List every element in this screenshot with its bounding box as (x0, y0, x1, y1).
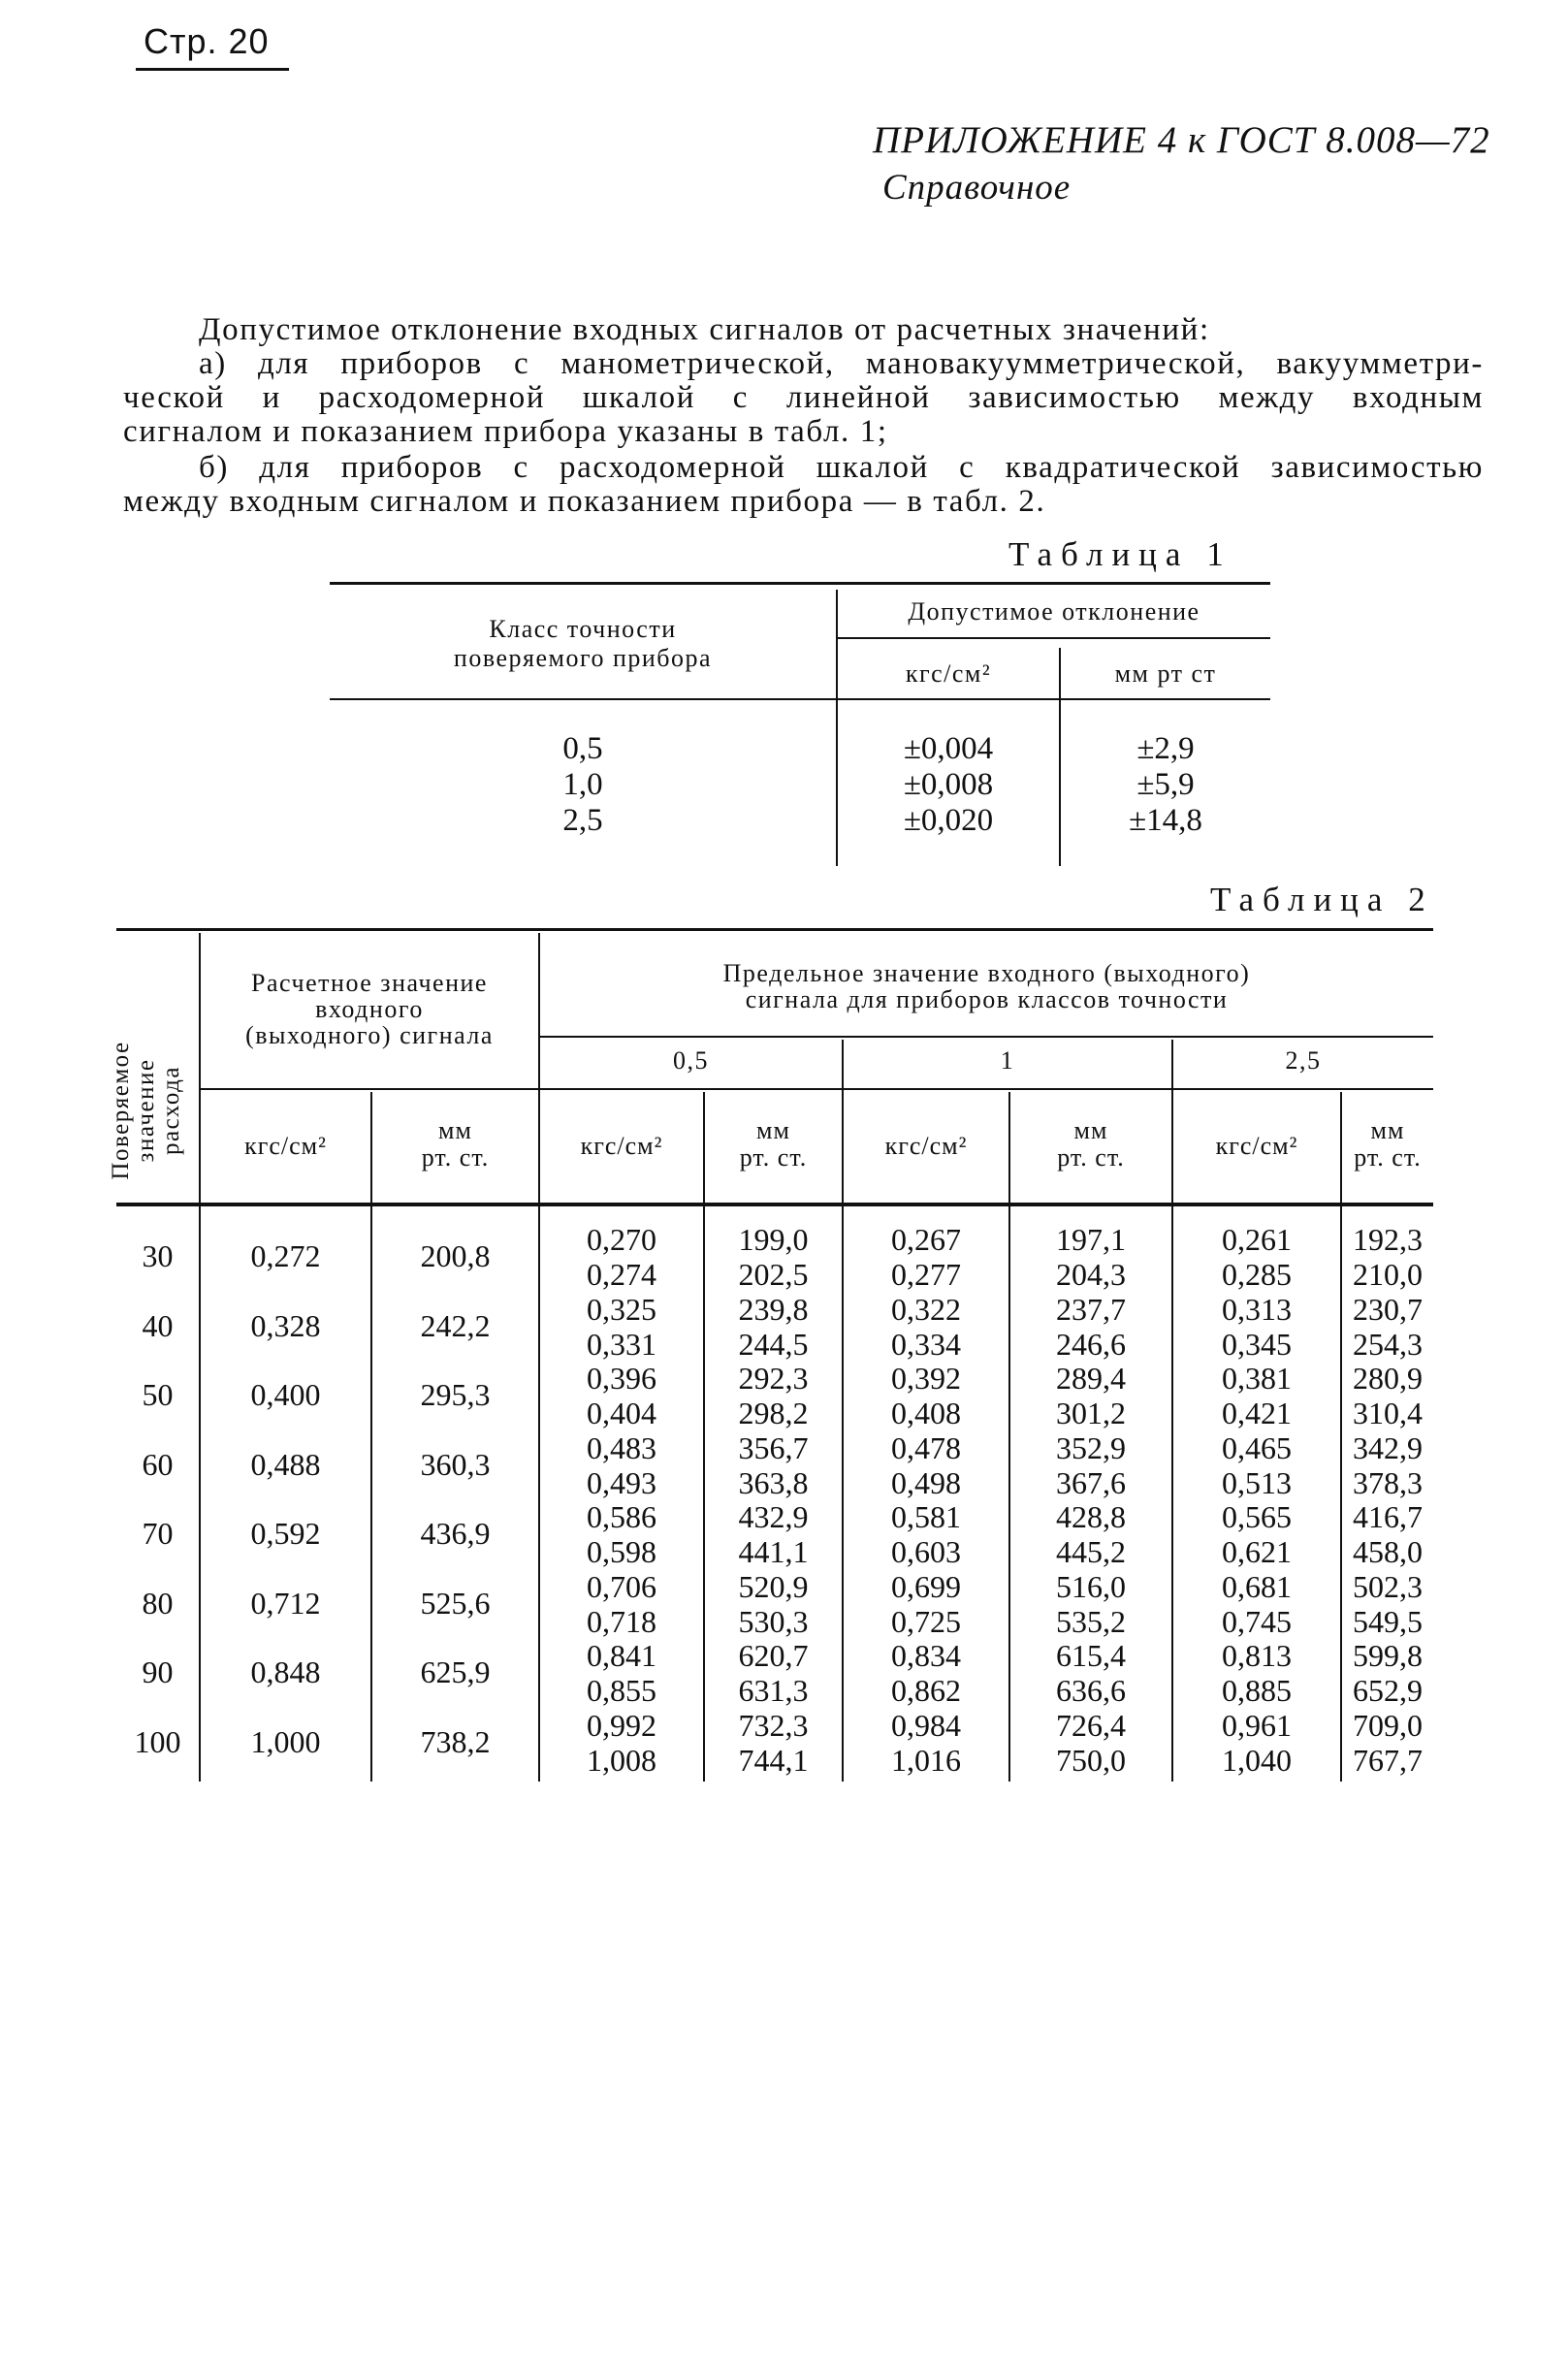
table2-cell-c25-mm-lower: 709,0 (1353, 1707, 1423, 1743)
table2-cell-c05-mm-lower: 356,7 (738, 1429, 809, 1465)
item-a-line: сигналом и показанием прибора указаны в табл. 1; (123, 414, 888, 449)
table2-cell-c05-kgf-upper: 1,008 (587, 1742, 656, 1778)
table2-col-calc (201, 970, 538, 1048)
table2-cell-c25-mm-upper: 458,0 (1353, 1534, 1423, 1569)
table2-cell-flow: 90 (142, 1654, 174, 1689)
table2-cell-c05-mm-upper: 441,1 (738, 1534, 809, 1569)
table2-cell-c25-mm-lower: 502,3 (1353, 1568, 1423, 1604)
table2-cell-c05-kgf-upper: 0,404 (587, 1396, 656, 1430)
table1-rule (836, 637, 1270, 639)
table2-cell-c05-kgf-lower: 0,270 (587, 1222, 656, 1257)
table2-cell-c1-mm-lower: 615,4 (1056, 1638, 1126, 1673)
col-flow-line: расхода (158, 1066, 184, 1156)
table2-cell-c1-kgf-upper: 0,498 (891, 1464, 961, 1500)
table2-cell-calc-kgf: 0,848 (250, 1654, 321, 1689)
table2-cell-c1-mm-upper: 367,6 (1056, 1464, 1126, 1500)
table2-cell-calc-kgf: 0,400 (250, 1377, 321, 1412)
table2-cell-c25-kgf-upper: 0,745 (1222, 1603, 1292, 1639)
table2-cell-c25-mm-upper: 310,4 (1353, 1396, 1423, 1430)
table2-cell-calc-mm: 738,2 (420, 1723, 491, 1759)
table2-cell-c1-kgf-lower: 0,478 (891, 1429, 961, 1465)
table2-cell-c25-kgf-upper: 0,285 (1222, 1257, 1292, 1292)
table2-cell-c05-mm-upper: 530,3 (738, 1603, 809, 1639)
table2-cell-c05-mm-upper: 244,5 (738, 1326, 809, 1362)
unit-mm-line: мм (1370, 1116, 1405, 1144)
table2-cell-c25-kgf-lower: 0,681 (1222, 1568, 1292, 1604)
table1-top-rule (330, 582, 1270, 585)
table2-cell-c1-mm-upper: 445,2 (1056, 1534, 1126, 1569)
unit-mm-line: мм (1073, 1116, 1108, 1144)
table2-cell-c05-kgf-lower: 0,706 (587, 1568, 656, 1604)
table2-cell-c1-kgf-lower: 0,834 (891, 1638, 961, 1673)
table2-cell-c1-mm-lower: 197,1 (1056, 1222, 1126, 1257)
table2-cell-c1-kgf-lower: 0,984 (891, 1707, 961, 1743)
table2-cell-c1-mm-lower: 726,4 (1056, 1707, 1126, 1743)
table2-cell-c05-kgf-upper: 0,274 (587, 1257, 656, 1292)
table2-cell-calc-mm: 360,3 (420, 1446, 491, 1482)
table2-cell-calc-mm: 200,8 (420, 1238, 491, 1273)
col-limit-line: сигнала для приборов классов точности (745, 985, 1229, 1013)
table1-unit-mm: мм рт ст (1114, 659, 1217, 688)
table2-cell-c25-kgf-upper: 0,621 (1222, 1534, 1292, 1569)
table2-cell-c1-mm-lower: 352,9 (1056, 1429, 1126, 1465)
table2-cell-c25-kgf-upper: 1,040 (1222, 1742, 1292, 1778)
table2-rule (201, 1088, 1433, 1090)
table2-cell-c1-mm-upper: 535,2 (1056, 1603, 1126, 1639)
table2-cell-c05-mm-lower: 732,3 (738, 1707, 809, 1743)
table2-cell-c1-kgf-upper: 0,725 (891, 1603, 961, 1639)
table2-cell-c1-kgf-lower: 0,392 (891, 1361, 961, 1396)
table2-cell-flow: 70 (142, 1516, 174, 1551)
table1-caption: Таблица 1 (1008, 535, 1232, 573)
table2-cell-c25-kgf-lower: 0,565 (1222, 1499, 1292, 1534)
table2-cell-c25-mm-upper: 652,9 (1353, 1673, 1423, 1708)
appendix-title: ПРИЛОЖЕНИЕ 4 к ГОСТ 8.008—72 (873, 119, 1490, 161)
table1-col-class (330, 615, 836, 673)
table1-col-deviation: Допустимое отклонение (908, 597, 1200, 626)
table2-cell-c05-kgf-lower: 0,483 (587, 1429, 656, 1465)
table2-cell-c1-mm-upper: 246,6 (1056, 1326, 1126, 1362)
page-number: Стр. 20 (144, 21, 270, 61)
item-b-line: б) для приборов с расходомерной шкалой с квадратической зависимостью (199, 450, 1484, 485)
table2-cell-c05-kgf-upper: 0,493 (587, 1464, 656, 1500)
table2-cell-c1-kgf-lower: 0,581 (891, 1499, 961, 1534)
table2-cell-c25-kgf-upper: 0,345 (1222, 1326, 1292, 1362)
col-class-line: поверяемого прибора (453, 644, 713, 672)
table2-cell-c25-kgf-upper: 0,513 (1222, 1464, 1292, 1500)
col-calc-line: (выходного) сигнала (245, 1021, 494, 1049)
table2-cell-flow: 100 (134, 1723, 181, 1759)
table2-cell-calc-mm: 295,3 (420, 1377, 491, 1412)
table2-cell-c1-kgf-upper: 0,603 (891, 1534, 961, 1569)
table2-cell-c25-mm-lower: 599,8 (1353, 1638, 1423, 1673)
unit-mm (1342, 1117, 1433, 1172)
table2-cell-c25-kgf-lower: 0,465 (1222, 1429, 1292, 1465)
unit-kgf: кгс/см² (1215, 1132, 1298, 1160)
table2-cell-c05-kgf-upper: 0,855 (587, 1673, 656, 1708)
table2-class-25: 2,5 (1285, 1046, 1322, 1075)
table2-cell-c1-kgf-upper: 0,334 (891, 1326, 961, 1362)
table2-cell-calc-kgf: 0,328 (250, 1307, 321, 1343)
table2-caption: Таблица 2 (1210, 881, 1434, 918)
unit-mm-line: рт. ст. (1354, 1143, 1422, 1172)
table1-cell-kgf: ±0,020 (903, 803, 994, 838)
table1-cell-mm: ±14,8 (1129, 803, 1202, 838)
table2-cell-c05-kgf-lower: 0,325 (587, 1291, 656, 1327)
table2-cell-calc-kgf: 0,488 (250, 1446, 321, 1482)
table2-cell-c25-mm-lower: 342,9 (1353, 1429, 1423, 1465)
table2-cell-c25-kgf-lower: 0,313 (1222, 1291, 1292, 1327)
unit-mm-line: рт. ст. (421, 1143, 490, 1172)
table2-cell-flow: 30 (142, 1238, 174, 1273)
table2-cell-c05-mm-upper: 298,2 (738, 1396, 809, 1430)
unit-mm (372, 1117, 538, 1172)
table2-cell-c1-kgf-upper: 1,016 (891, 1742, 961, 1778)
unit-mm-line: рт. ст. (739, 1143, 808, 1172)
item-b-line: между входным сигналом и показанием прибора — в табл. 2. (123, 484, 1046, 519)
table2-cell-c1-mm-lower: 237,7 (1056, 1291, 1126, 1327)
table2-cell-c1-mm-upper: 636,6 (1056, 1673, 1126, 1708)
table2-cell-c05-mm-upper: 631,3 (738, 1673, 809, 1708)
table2-rule (540, 1036, 1433, 1038)
unit-mm (705, 1117, 842, 1172)
table2-cell-c1-kgf-lower: 0,322 (891, 1291, 961, 1327)
table2-cell-c05-mm-upper: 202,5 (738, 1257, 809, 1292)
table2-cell-calc-mm: 525,6 (420, 1585, 491, 1621)
table2-cell-c25-kgf-lower: 0,261 (1222, 1222, 1292, 1257)
table2-cell-flow: 40 (142, 1307, 174, 1343)
table2-cell-c05-kgf-lower: 0,396 (587, 1361, 656, 1396)
table2-cell-calc-kgf: 0,712 (250, 1585, 321, 1621)
unit-kgf: кгс/см² (580, 1132, 663, 1160)
item-a-line: ческой и расходомерной шкалой с линейной зависимостью между входным (123, 380, 1484, 415)
table1-cell-class: 1,0 (562, 767, 603, 802)
table2-cell-c05-mm-lower: 520,9 (738, 1568, 809, 1604)
table2-cell-c05-mm-lower: 199,0 (738, 1222, 809, 1257)
unit-mm-line: рт. ст. (1057, 1143, 1125, 1172)
table2-cell-c1-kgf-upper: 0,277 (891, 1257, 961, 1292)
table1-cell-kgf: ±0,008 (903, 767, 994, 802)
table2-cell-c25-mm-upper: 767,7 (1353, 1742, 1423, 1778)
intro-paragraph: Допустимое отклонение входных сигналов от расчетных значений: (199, 312, 1210, 347)
table2-cell-c1-kgf-lower: 0,267 (891, 1222, 961, 1257)
table2-cell-calc-kgf: 1,000 (250, 1723, 321, 1759)
item-a-line: а) для приборов с манометрической, мановакуумметрической, вакуумметри- (199, 346, 1484, 381)
unit-kgf: кгс/см² (884, 1132, 968, 1160)
table2-cell-c05-kgf-lower: 0,841 (587, 1638, 656, 1673)
table2-cell-calc-mm: 436,9 (420, 1516, 491, 1551)
table2-cell-c05-kgf-lower: 0,586 (587, 1499, 656, 1534)
table2-top-rule (116, 928, 1433, 931)
table2-cell-c25-kgf-lower: 0,381 (1222, 1361, 1292, 1396)
unit-kgf: кгс/см² (244, 1132, 327, 1160)
table2-cell-c05-kgf-upper: 0,331 (587, 1326, 656, 1362)
table2-col-flow (108, 1041, 184, 1199)
table2-cell-flow: 50 (142, 1377, 174, 1412)
table2-cell-c25-mm-upper: 378,3 (1353, 1464, 1423, 1500)
col-flow-line: Поверяемое (108, 1041, 134, 1180)
table2-cell-c25-kgf-lower: 0,813 (1222, 1638, 1292, 1673)
table2-cell-c1-mm-lower: 428,8 (1056, 1499, 1126, 1534)
col-class-line: Класс точности (489, 615, 677, 643)
table2-cell-c1-kgf-lower: 0,699 (891, 1568, 961, 1604)
page-number-rule (136, 68, 289, 71)
unit-mm (1010, 1117, 1171, 1172)
col-limit-line: Предельное значение входного (выходного) (722, 959, 1251, 987)
col-flow-line: значение (133, 1058, 159, 1163)
table2-cell-calc-mm: 242,2 (420, 1307, 491, 1343)
col-calc-line: входного (315, 995, 424, 1023)
table2-cell-c05-mm-lower: 239,8 (738, 1291, 809, 1327)
table2-cell-c05-mm-upper: 744,1 (738, 1742, 809, 1778)
table2-col-limit (540, 960, 1433, 1012)
table2-cell-c05-mm-upper: 363,8 (738, 1464, 809, 1500)
table2-cell-c25-mm-lower: 280,9 (1353, 1361, 1423, 1396)
table2-cell-c05-kgf-upper: 0,718 (587, 1603, 656, 1639)
table2-cell-c25-mm-upper: 549,5 (1353, 1603, 1423, 1639)
table2-cell-c25-mm-lower: 192,3 (1353, 1222, 1423, 1257)
table2-cell-c25-mm-lower: 230,7 (1353, 1291, 1423, 1327)
table2-cell-c1-mm-upper: 750,0 (1056, 1742, 1126, 1778)
table2-cell-c05-mm-lower: 432,9 (738, 1499, 809, 1534)
table2-cell-c25-mm-upper: 210,0 (1353, 1257, 1423, 1292)
unit-mm-line: мм (438, 1116, 472, 1144)
unit-mm-line: мм (756, 1116, 790, 1144)
table2-cell-c25-kgf-lower: 0,961 (1222, 1707, 1292, 1743)
table2-cell-c1-kgf-upper: 0,408 (891, 1396, 961, 1430)
table2-cell-calc-mm: 625,9 (420, 1654, 491, 1689)
table2-cell-c1-mm-upper: 204,3 (1056, 1257, 1126, 1292)
table2-cell-c05-mm-lower: 620,7 (738, 1638, 809, 1673)
table2-cell-c1-mm-lower: 516,0 (1056, 1568, 1126, 1604)
table2-class-05: 0,5 (673, 1046, 709, 1075)
table2-cell-c25-kgf-upper: 0,421 (1222, 1396, 1292, 1430)
table2-cell-calc-kgf: 0,272 (250, 1238, 321, 1273)
table2-cell-c1-mm-upper: 301,2 (1056, 1396, 1126, 1430)
table1-header-rule (330, 698, 1270, 700)
table2-cell-flow: 80 (142, 1585, 174, 1621)
table1-unit-kgf: кгс/см² (905, 659, 992, 688)
table2-cell-flow: 60 (142, 1446, 174, 1482)
table2-cell-c05-kgf-upper: 0,598 (587, 1534, 656, 1569)
table2-header-rule (116, 1203, 1433, 1206)
col-calc-line: Расчетное значение (251, 969, 488, 997)
appendix-subtitle: Справочное (882, 168, 1072, 208)
table1-cell-class: 2,5 (562, 803, 603, 838)
table2-cell-c25-kgf-upper: 0,885 (1222, 1673, 1292, 1708)
table2-class-1: 1 (1000, 1046, 1015, 1075)
table2-cell-calc-kgf: 0,592 (250, 1516, 321, 1551)
table2-cell-c25-mm-upper: 254,3 (1353, 1326, 1423, 1362)
table1-cell-class: 0,5 (562, 731, 603, 766)
table2-cell-c05-mm-lower: 292,3 (738, 1361, 809, 1396)
table2-cell-c05-kgf-lower: 0,992 (587, 1707, 656, 1743)
table1-cell-mm: ±5,9 (1136, 767, 1195, 802)
table1-cell-mm: ±2,9 (1136, 731, 1195, 766)
table2-cell-c1-kgf-upper: 0,862 (891, 1673, 961, 1708)
table2-cell-c1-mm-lower: 289,4 (1056, 1361, 1126, 1396)
table2-cell-c25-mm-lower: 416,7 (1353, 1499, 1423, 1534)
table1-cell-kgf: ±0,004 (903, 731, 994, 766)
